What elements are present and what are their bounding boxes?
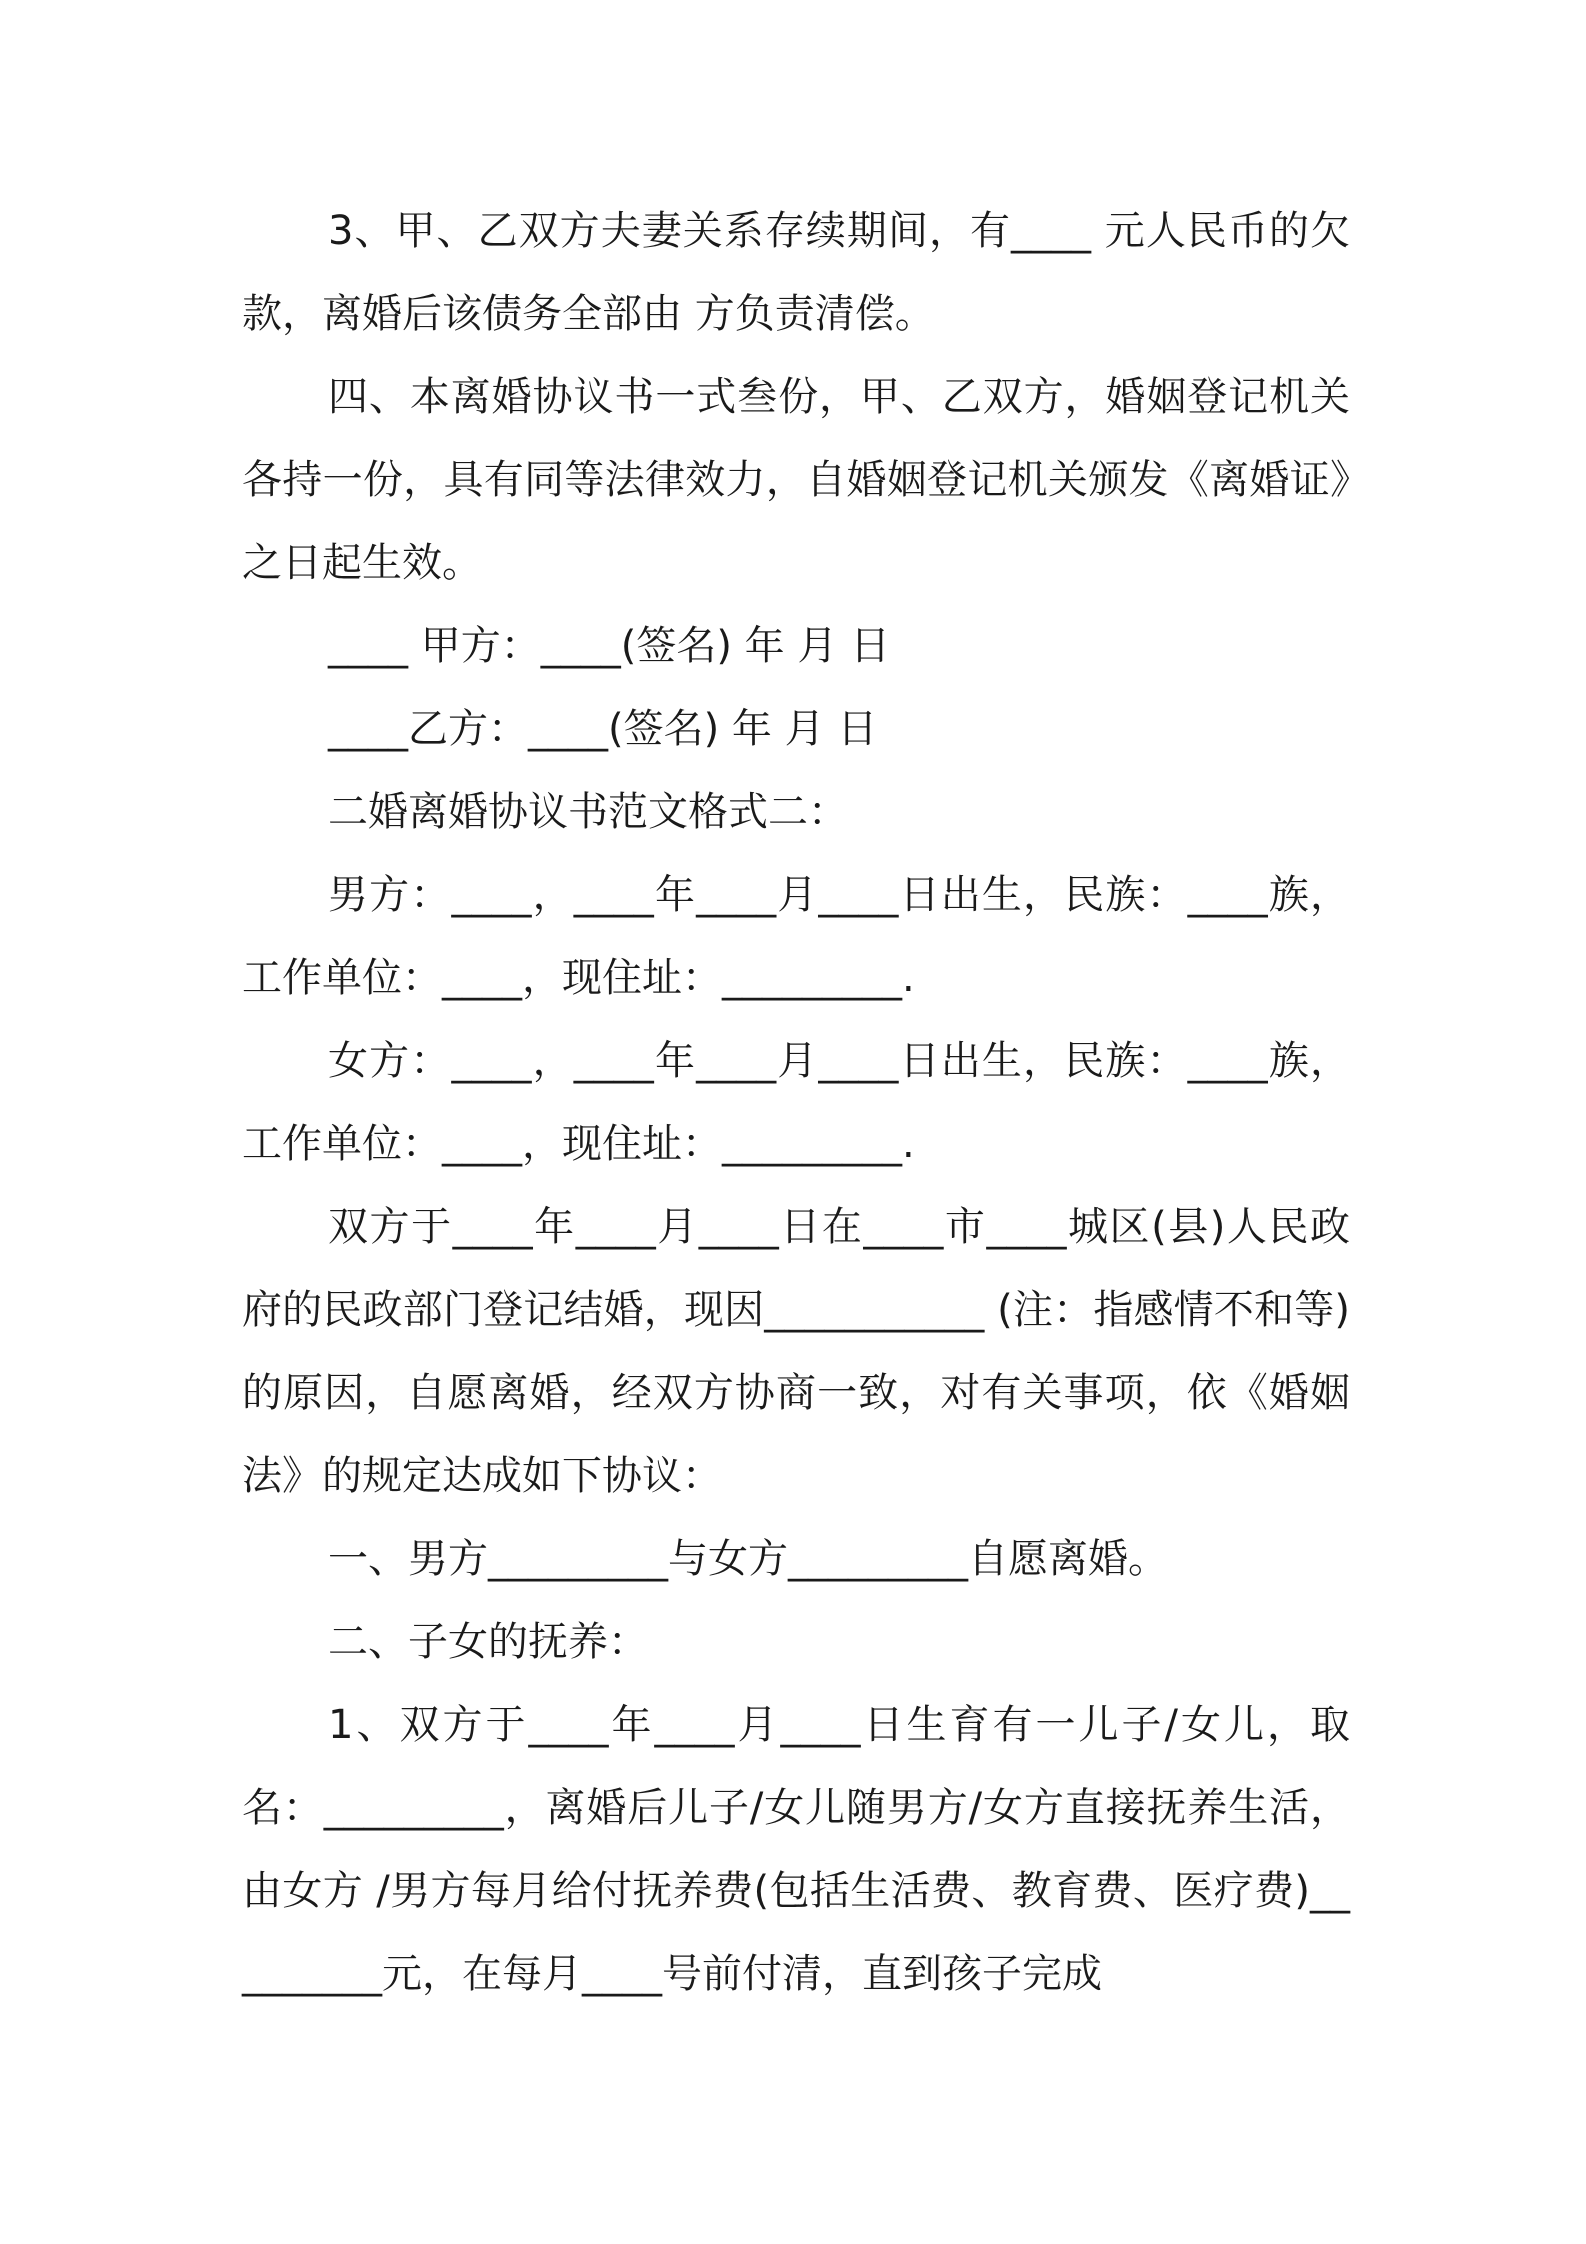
signature-line-party-a: ____ 甲方：____(签名) 年 月 日	[328, 623, 891, 669]
male-party-info: 男方：____，____年____月____日出生，民族：____族，工作单位：____，现住址：_________.	[242, 872, 1350, 1001]
clause-debt-repayment: 3、甲、乙双方夫妻关系存续期间，有____ 元人民币的欠款，离婚后该债务全部由 方负责清偿。	[242, 208, 1350, 337]
clause-child-support: 1、双方于____年____月____日生育有一儿子/女儿，取名：_________，离婚后儿子/女儿随男方/女方直接抚养生活，由女方 /男方每月给付抚养费(包括生活费、教育费、医疗费)_________元，在每月____号前付清，直到孩子完成	[242, 1702, 1350, 1997]
female-party-info: 女方：____，____年____月____日出生，民族：____族，工作单位：____，现住址：_________.	[242, 1038, 1350, 1167]
clause-child-custody-heading: 二、子女的抚养：	[328, 1619, 648, 1665]
clause-agreement-copies: 四、本离婚协议书一式叁份，甲、乙双方，婚姻登记机关各持一份，具有同等法律效力，自婚姻登记机关颁发《离婚证》之日起生效。	[242, 374, 1350, 586]
clause-divorce-consent: 一、男方_________与女方_________自愿离婚。	[328, 1536, 1168, 1582]
document-body	[242, 190, 1350, 2016]
signature-line-party-b: ____乙方：____(签名) 年 月 日	[328, 706, 878, 752]
marriage-registration-clause: 双方于____年____月____日在____市____城区(县)人民政府的民政部门登记结婚，现因___________ (注：指感情不和等)的原因，自愿离婚，经双方协商一致，对有关事项，依《婚姻法》的规定达成如下协议：	[242, 1204, 1350, 1499]
section-heading-format-two: 二婚离婚协议书范文格式二：	[328, 789, 848, 835]
